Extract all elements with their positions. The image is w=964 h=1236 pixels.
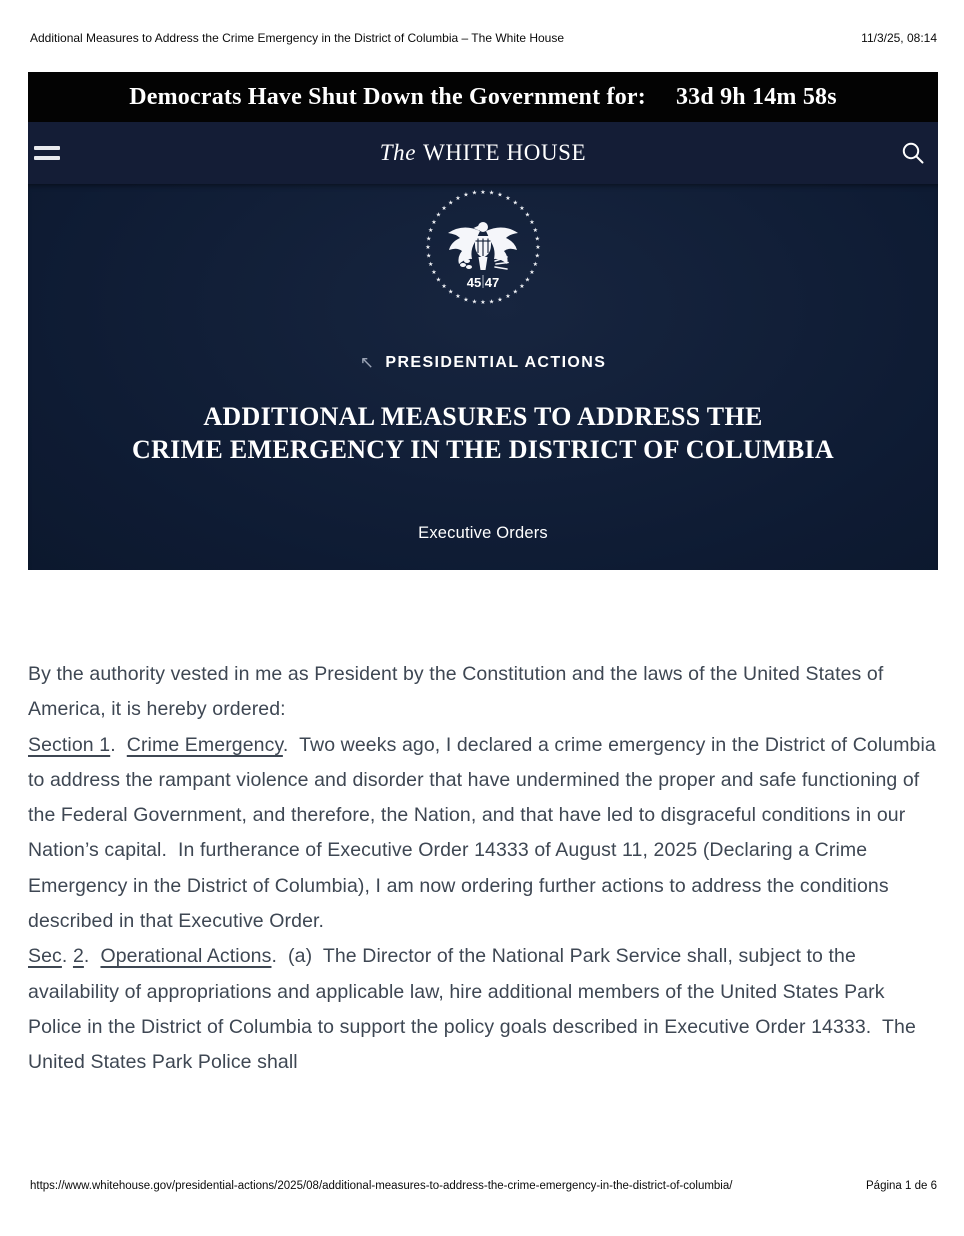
shutdown-banner[interactable]	[28, 72, 938, 122]
svg-text:★: ★	[471, 189, 478, 197]
navbar	[28, 122, 938, 184]
print-header	[30, 31, 937, 45]
svg-text:★: ★	[532, 261, 538, 268]
svg-text:★: ★	[519, 205, 525, 213]
arrow-up-left-icon: ↖	[359, 353, 376, 372]
svg-text:★: ★	[529, 219, 535, 226]
seal-number-47: 47	[484, 275, 500, 290]
print-footer	[30, 1180, 937, 1192]
logo-the: The	[379, 140, 417, 165]
search-button[interactable]	[896, 136, 930, 170]
svg-text:★: ★	[535, 244, 541, 251]
print-footer-page: Página 1 de 6	[866, 1180, 937, 1192]
svg-text:★: ★	[448, 199, 454, 207]
breadcrumb-label: PRESIDENTIAL ACTIONS	[385, 354, 607, 371]
shutdown-timer: 33d 9h 14m 58s	[675, 83, 837, 110]
svg-text:★: ★	[505, 293, 511, 300]
svg-text:★: ★	[431, 219, 437, 226]
svg-text:★: ★	[534, 235, 540, 243]
svg-text:★: ★	[512, 288, 518, 296]
svg-text:★: ★	[519, 282, 525, 290]
svg-text:★: ★	[425, 244, 431, 251]
svg-text:★: ★	[505, 195, 511, 202]
logo-whitehouse: WHITE HOUSE	[423, 140, 587, 165]
page-title-line1: ADDITIONAL MEASURES TO ADDRESS THE	[203, 402, 763, 431]
search-icon	[900, 140, 926, 166]
svg-text:★: ★	[524, 276, 531, 284]
article-paragraph: By the authority vested in me as President by the Constitution and the laws of the United States of America, it is hereby ordered:	[28, 663, 888, 721]
publication-date: August 25, 2025	[419, 578, 547, 598]
svg-text:★: ★	[488, 189, 495, 197]
svg-text:★: ★	[497, 191, 503, 199]
hero-section	[28, 184, 938, 598]
svg-text:★: ★	[455, 195, 461, 202]
svg-text:★: ★	[441, 205, 447, 213]
svg-text:★: ★	[471, 298, 478, 306]
svg-text:★: ★	[455, 293, 461, 300]
shutdown-banner-label: Democrats Have Shut Down the Government for:	[129, 83, 646, 110]
svg-text:★: ★	[524, 211, 531, 219]
svg-text:★: ★	[512, 199, 518, 207]
svg-text:★: ★	[435, 211, 442, 219]
svg-text:★: ★	[480, 299, 486, 306]
print-header-title: Additional Measures to Address the Crime Emergency in the District of Columbia – The White House	[30, 31, 565, 45]
svg-text:★: ★	[534, 252, 540, 260]
print-footer-url: https://www.whitehouse.gov/presidential-actions/2025/08/additional-measures-to-address-the-crime-emergency-in-the-district-of-columbia/	[30, 1180, 733, 1192]
svg-text:★: ★	[428, 261, 434, 268]
svg-text:★: ★	[435, 276, 442, 284]
print-header-datetime: 11/3/25, 08:14	[861, 31, 937, 45]
whitehouse-logo[interactable]	[380, 140, 586, 166]
svg-text:★: ★	[529, 269, 535, 276]
menu-button[interactable]	[30, 136, 64, 170]
webpage-sheet	[28, 72, 942, 1081]
hamburger-icon	[34, 146, 60, 160]
svg-text:★: ★	[463, 191, 469, 199]
svg-text:★: ★	[428, 227, 434, 234]
seal-number-45: 45	[466, 275, 482, 290]
page-title-line2: CRIME EMERGENCY IN THE DISTRICT OF COLUMBIA	[132, 435, 834, 465]
page-title	[28, 400, 938, 466]
category-label[interactable]: Executive Orders	[418, 524, 548, 543]
svg-text:★: ★	[497, 296, 503, 304]
presidential-seal	[423, 187, 543, 307]
svg-text:★: ★	[441, 282, 447, 290]
svg-text:★: ★	[480, 189, 486, 196]
svg-text:★: ★	[532, 227, 538, 234]
svg-text:★: ★	[426, 252, 432, 260]
article-body	[28, 570, 942, 1081]
svg-text:★: ★	[431, 269, 437, 276]
svg-text:★: ★	[488, 298, 495, 306]
svg-text:★: ★	[426, 235, 432, 243]
svg-text:★: ★	[463, 296, 469, 304]
svg-text:★: ★	[448, 288, 454, 296]
article-paragraph: Sec. 2. Operational Actions. (a) The Director of the National Park Service shall, subject to the availability of appropriations and applicable law, hire additional members of the United States Park Police in the District of Columbia to support the policy goals described in Executive Order 14333. The United States Park Police shall	[28, 945, 922, 1074]
article-paragraph: Section 1. Crime Emergency. Two weeks ago, I declared a crime emergency in the District of Columbia to address the rampant violence and disorder that have undermined the proper and safe functioning of the Federal Government, and therefore, the Nation, and that have led to disgraceful conditions in our Nation’s capital. In furtherance of Executive Order 14333 of August 11, 2025 (Declaring a Crime Emergency in the District of Columbia), I am now ordering further actions to address the conditions described in that Executive Order.	[28, 733, 942, 933]
breadcrumb-presidential-actions[interactable]	[360, 353, 607, 373]
